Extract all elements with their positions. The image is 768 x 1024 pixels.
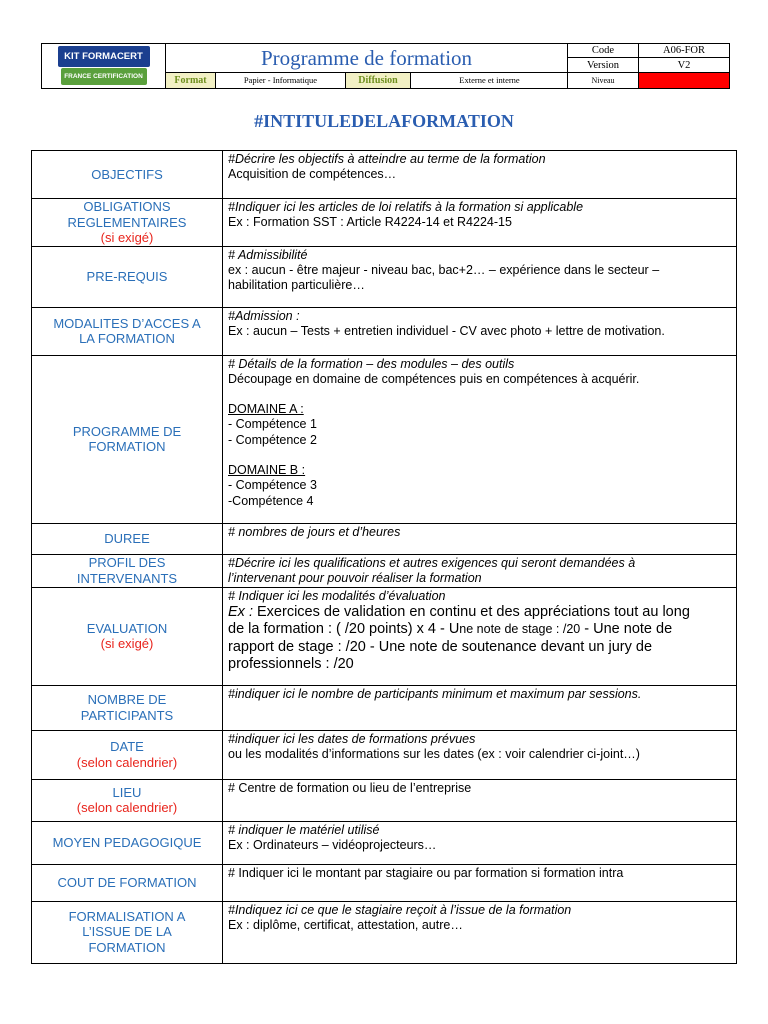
programme-label-1: PROGRAMME DE [72,423,182,439]
header-title: Programme de formation [166,44,568,73]
formalisation-label-1: FORMALISATION A [68,908,186,924]
cout-text: # Indiquer ici le montant par stagiaire ou par formation si formation intra [228,865,624,880]
moyen-hint: # indiquer le matériel utilisé [228,822,380,837]
training-program-table [31,150,737,964]
row-label [32,246,223,307]
kit-formacert-logo [58,46,150,86]
evaluation-text-2c: - Une note de [580,621,673,638]
lieu-note: (selon calendrier) [76,800,178,815]
programme-hint: # Détails de la formation – des modules – des outils [228,356,515,371]
logo-cell [42,44,166,88]
table-row [32,307,737,355]
row-label [32,864,223,901]
format-label: Format [166,73,216,88]
row-label [32,587,223,685]
logo-line-1: KIT FORMACERT [58,46,150,67]
row-label [32,151,223,199]
evaluation-text-2b: ne note de stage : /20 [459,622,581,637]
table-row [32,587,737,685]
competence-1: - Compétence 1 [228,417,317,432]
formalisation-hint: #Indiquez ici ce que le stagiaire reçoit à l’issue de la formation [228,902,572,917]
row-content [223,523,737,554]
modalites-hint: #Admission : [228,308,300,323]
row-content [223,355,737,523]
domaine-b-heading: DOMAINE B : [228,462,306,477]
table-row [32,523,737,554]
document-header [41,43,730,89]
table-row [32,821,737,864]
duree-hint: # nombres de jours et d’heures [228,524,401,539]
moyen-text: Ex : Ordinateurs – vidéoprojecteurs… [228,837,437,852]
formalisation-label-2: L’ISSUE DE LA [82,924,172,940]
table-row [32,730,737,779]
row-content [223,151,737,199]
prerequis-text-1: ex : aucun - être majeur - niveau bac, bac+2… – expérience dans le secteur – [228,262,660,277]
row-content [223,307,737,355]
nombre-label-1: NOMBRE DE [87,692,167,707]
evaluation-label: EVALUATION [86,620,168,636]
evaluation-text-4: professionnels : /20 [228,656,354,673]
header-code-block [568,44,729,88]
row-label [32,901,223,963]
table-row [32,685,737,730]
competence-4: -Compétence 4 [228,493,314,508]
obligations-hint: #Indiquer ici les articles de loi relatifs à la formation si applicable [228,200,584,214]
obligations-label-1: OBLIGATIONS [83,199,171,214]
objectifs-text: Acquisition de compétences… [228,167,397,182]
diffusion-label: Diffusion [346,73,411,88]
diffusion-value: Externe et interne [459,75,520,85]
table-row [32,355,737,523]
table-row [32,779,737,821]
prerequis-hint: # Admissibilité [228,247,308,262]
row-label [32,730,223,779]
row-content [223,199,737,247]
objectifs-hint: #Décrire les objectifs à atteindre au terme de la formation [228,152,546,166]
nombre-hint: #indiquer ici le nombre de participants minimum et maximum par sessions. [228,686,642,701]
prerequis-text-2: habilitation particulière… [228,278,365,293]
lieu-label: LIEU [112,784,142,800]
evaluation-hint: # Indiquer ici les modalités d’évaluation [228,588,446,603]
evaluation-text-3: rapport de stage : /20 - Une note de soutenance devant un jury de [228,638,653,655]
row-content [223,779,737,821]
objectifs-label: OBJECTIFS [91,166,163,182]
modalites-label-2: LA FORMATION [79,331,175,346]
header-meta-row [166,73,568,88]
logo-line-2: FRANCE CERTIFICATION [61,68,147,85]
formalisation-label-3: FORMATION [88,939,166,955]
date-note: (selon calendrier) [76,754,178,770]
competence-2: - Compétence 2 [228,432,317,447]
modalites-label-1: MODALITES D’ACCES A [53,315,201,331]
profil-label-1: PROFIL DES [88,555,166,570]
lieu-text: # Centre de formation ou lieu de l’entreprise [228,780,472,795]
domaine-a-heading: DOMAINE A : [228,402,304,417]
row-label [32,307,223,355]
competence-3: - Compétence 3 [228,478,317,493]
cout-label: COUT DE FORMATION [57,874,197,890]
programme-label-2: FORMATION [88,439,166,454]
code-value: A06-FOR [639,44,729,58]
version-value: V2 [639,58,729,73]
evaluation-text-2a: de la formation : ( /20 points) x 4 - U [228,621,460,638]
row-label [32,355,223,523]
code-label: Code [568,44,639,58]
format-value: Papier - Informatique [216,73,346,88]
date-hint: #indiquer ici les dates de formations prévues [228,731,476,746]
row-content [223,864,737,901]
obligations-note: (si exigé) [100,230,154,245]
row-content [223,901,737,963]
table-row [32,864,737,901]
prerequis-label: PRE-REQUIS [86,268,168,284]
profil-hint-1: #Décrire ici les qualifications et autres exigences qui seront demandées à [228,555,636,570]
moyen-label: MOYEN PEDAGOGIQUE [52,834,202,850]
programme-text: Découpage en domaine de compétences puis en compétences à acquérir. [228,371,640,386]
row-label [32,685,223,730]
profil-hint-2: l’intervenant pour pouvoir réaliser la formation [228,570,482,585]
row-label [32,523,223,554]
profil-label-2: INTERVENANTS [76,570,178,586]
table-row [32,554,737,587]
row-label [32,554,223,587]
evaluation-note: (si exigé) [100,636,154,651]
duree-label: DUREE [104,530,150,546]
row-content [223,554,737,587]
table-row [32,151,737,199]
table-row [32,901,737,963]
row-content [223,587,737,685]
modalites-text: Ex : aucun – Tests + entretien individuel - CV avec photo + lettre de motivation. [228,323,665,338]
obligations-label-2: REGLEMENTAIRES [67,214,187,230]
row-content [223,821,737,864]
table-row [32,246,737,307]
row-content [223,685,737,730]
date-text: ou les modalités d’informations sur les dates (ex : voir calendrier ci-joint…) [228,746,640,761]
row-label [32,821,223,864]
table-row [32,199,737,247]
document-title: #INTITULEDELAFORMATION [254,111,514,131]
row-label [32,779,223,821]
nombre-label-2: PARTICIPANTS [80,707,174,723]
row-label [32,199,223,247]
formalisation-text: Ex : diplôme, certificat, attestation, autre… [228,917,463,932]
date-label: DATE [110,739,144,754]
row-content [223,730,737,779]
niveau-indicator [639,73,729,88]
niveau-label: Niveau [568,73,639,88]
row-content [223,246,737,307]
evaluation-text-1: Exercices de validation en continu et des appréciations tout au long [257,603,690,620]
obligations-text: Ex : Formation SST : Article R4224-14 et R4224-15 [228,215,512,230]
version-label: Version [568,58,639,73]
evaluation-ex-prefix: Ex : [228,603,258,620]
